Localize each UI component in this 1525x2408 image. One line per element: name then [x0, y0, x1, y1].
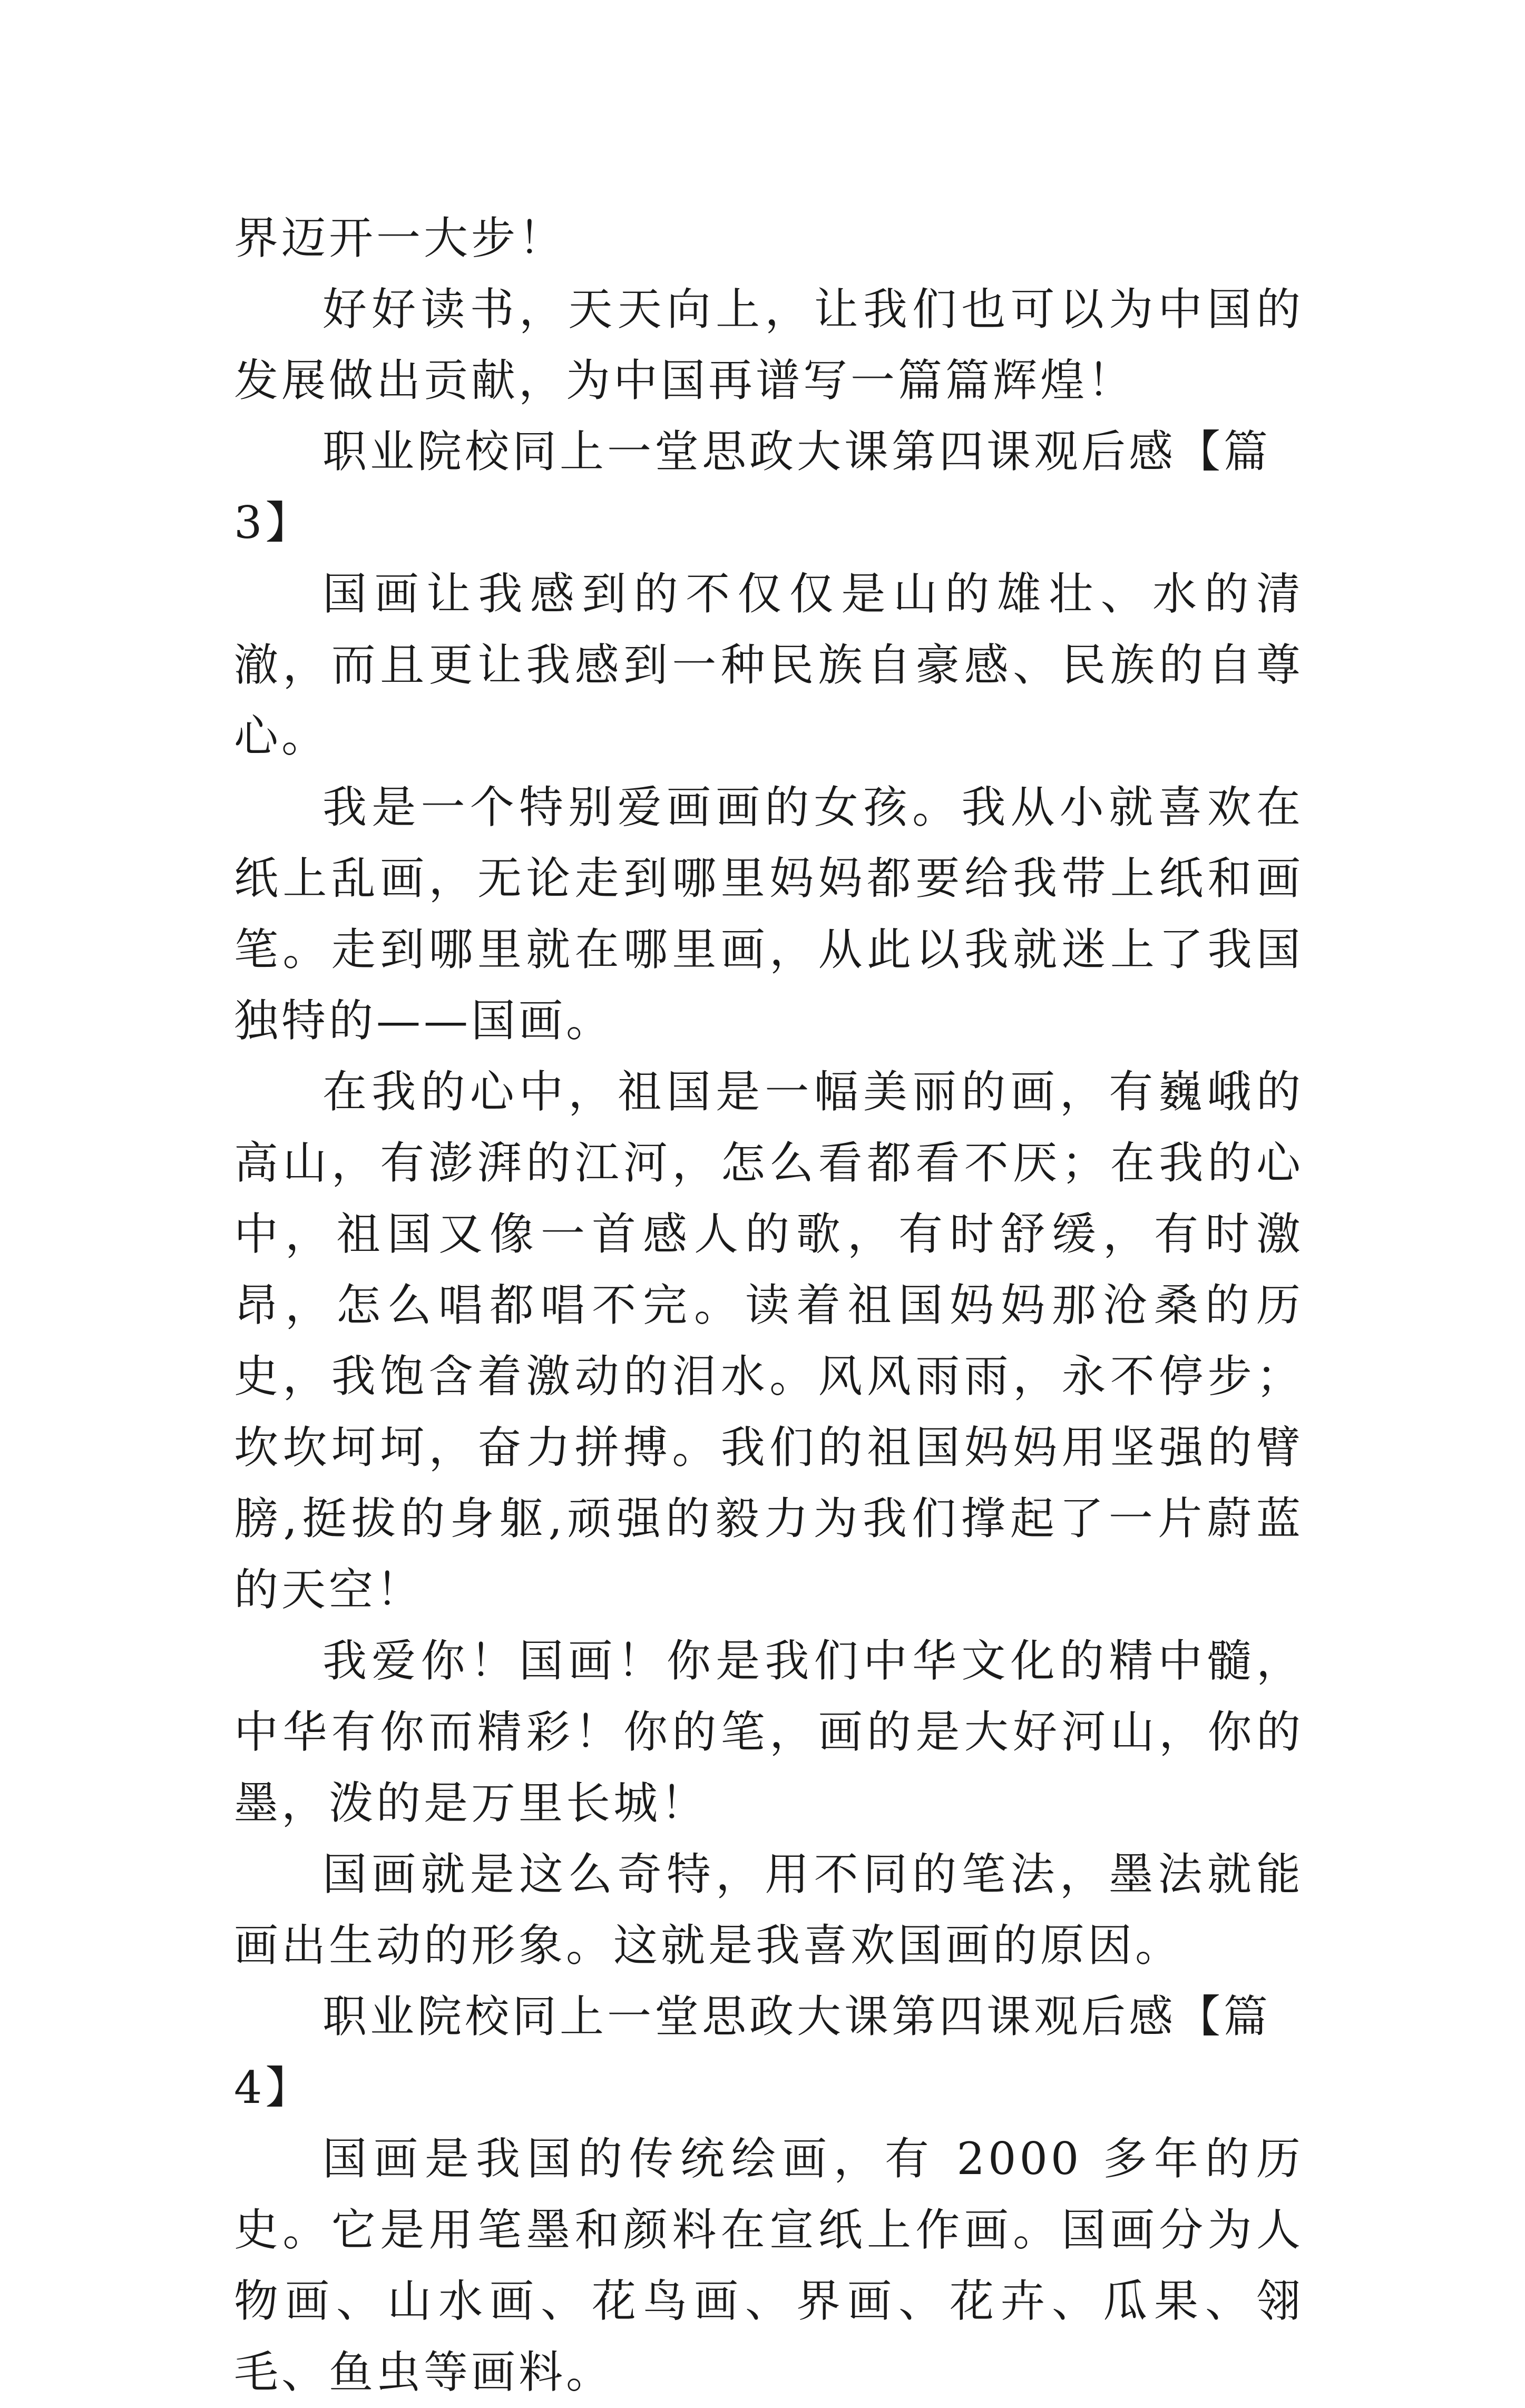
paragraph: 国画让我感到的不仅仅是山的雄壮、水的清澈，而且更让我感到一种民族自豪感、民族的自尊心。	[234, 568, 1304, 762]
paragraph: 我爱你！国画！你是我们中华文化的精中髓，中华有你而精彩！你的笔，画的是大好河山，你的墨，泼的是万里长城！	[234, 1635, 1304, 1829]
paragraph: 国画就是这么奇特，用不同的笔法，墨法就能画出生动的形象。这就是我喜欢国画的原因。	[234, 1848, 1304, 1971]
paragraph-continuation: 界迈开一大步！	[234, 212, 566, 264]
document-body	[234, 203, 1304, 2408]
paragraph: 在我的心中，祖国是一幅美丽的画，有巍峨的高山，有澎湃的江河，怎么看都看不厌；在我的心中，祖国又像一首感人的歌，有时舒缓，有时激昂，怎么唱都唱不完。读着祖国妈妈那沧桑的历史，我饱含着激动的泪水。风风雨雨，永不停步；坎坎坷坷，奋力拼搏。我们的祖国妈妈用坚强的臂膀,挺拔的身躯,顽强的毅力为我们撑起了一片蔚蓝的天空！	[234, 1066, 1304, 1616]
paragraph: 国画是我国的传统绘画，有 2000 多年的历史。它是用笔墨和颜料在宣纸上作画。国画分为人物画、山水画、花鸟画、界画、花卉、瓜果、翎毛、鱼虫等画料。	[234, 2133, 1304, 2398]
paragraph: 好好读书，天天向上，让我们也可以为中国的发展做出贡献，为中国再谱写一篇篇辉煌！	[234, 283, 1304, 406]
paragraph: 我是一个特别爱画画的女孩。我从小就喜欢在纸上乱画，无论走到哪里妈妈都要给我带上纸和画笔。走到哪里就在哪里画，从此以我就迷上了我国独特的——国画。	[234, 781, 1304, 1046]
section-heading-3: 职业院校同上一堂思政大课第四课观后感【篇 3】	[234, 426, 1272, 549]
section-heading-4: 职业院校同上一堂思政大课第四课观后感【篇 4】	[234, 1991, 1272, 2113]
